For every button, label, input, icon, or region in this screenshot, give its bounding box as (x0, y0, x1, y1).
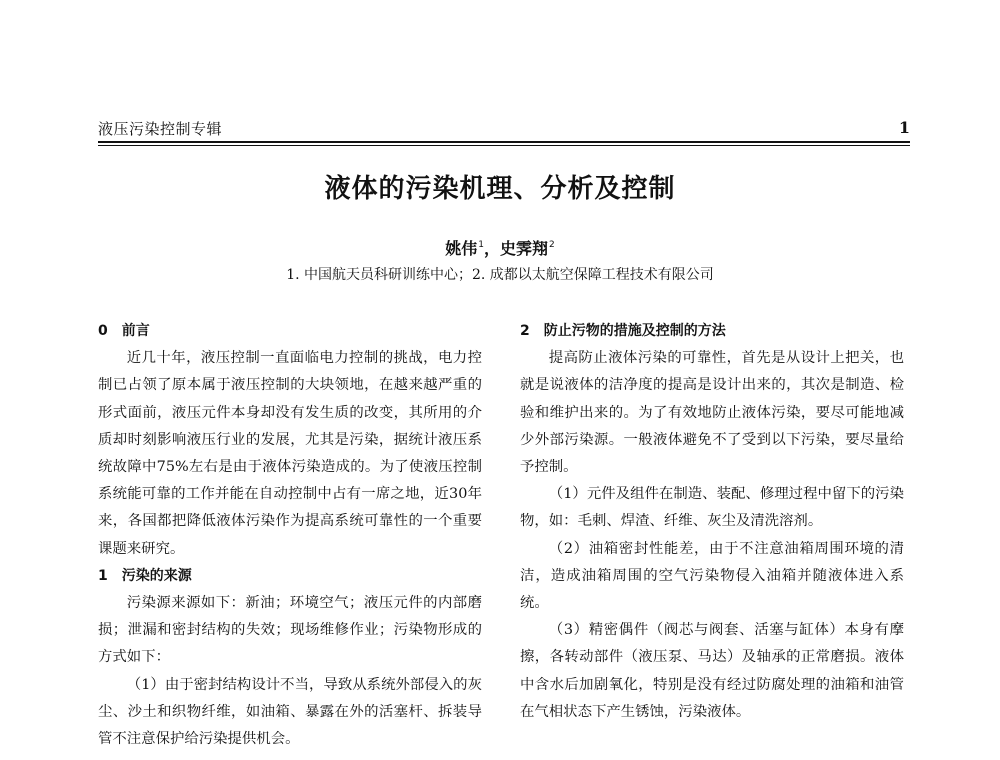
section-1-paragraph-1: 污染源来源如下：新油；环境空气；液压元件的内部磨损；泄漏和密封结构的失效；现场维修作业；污染物形成的方式如下： (98, 595, 482, 666)
section-2-paragraph-1: 提高防止液体污染的可靠性，首先是从设计上把关，也就是说液体的洁净度的提高是设计出来的，其次是制造、检验和维护出来的。为了有效地防止液体污染，要尽可能地减少外部污染源。一般液体避免不了受到以下污染，要尽量给予控制。 (520, 350, 904, 476)
author-separator: ， (483, 239, 500, 258)
author-1-affil-mark: 1 (478, 240, 484, 250)
paper-title: 液体的污染机理、分析及控制 (324, 174, 676, 204)
section-1-paragraph-2: （1）由于密封结构设计不当，导致从系统外部侵入的灰尘、沙土和织物纤维，如油箱、暴露在外的活塞杆、拆装导管不注意保护给污染提供机会。 (98, 676, 482, 748)
author-2: 史霁翔 (500, 239, 549, 258)
journal-name: 液压污染控制专辑 (98, 120, 223, 138)
section-2-paragraph-3: （2）油箱密封性能差，由于不注意油箱周围环境的清洁，造成油箱周围的空气污染物侵入油箱并随液体进入系统。 (520, 540, 904, 612)
section-0-paragraph-1: 近几十年，液压控制一直面临电力控制的挑战，电力控制已占领了原本属于液压控制的大块领地，在越来越严重的形式面前，液压元件本身却没有发生质的改变，其所用的介质却时刻影响液压行业的发展，尤其是污染，据统计液压系统故障中75%左右是由于液体污染造成的。为了使液压控制系统能可靠的工作并能在自动控制中占有一席之地，近30年来，各国都把降低液体污染作为提高系统可靠性的一个重要课题来研究。 (98, 350, 482, 557)
header-rule-thick (98, 141, 910, 143)
author-line (0, 236, 1000, 259)
section-2-heading: 2 防止污物的措施及控制的方法 (520, 323, 726, 339)
section-2-paragraph-4: （3）精密偶件（阀芯与阀套、活塞与缸体）本身有摩擦，各转动部件（液压泵、马达）及轴承的正常磨损。液体中含水后加剧氧化，特别是没有经过防腐处理的油箱和油管在气相状态下产生锈蚀，污染液体。 (520, 622, 904, 720)
right-column (520, 318, 904, 726)
left-column (98, 318, 482, 753)
author-1: 姚伟 (445, 239, 478, 258)
section-1-heading: 1 污染的来源 (98, 567, 192, 584)
page-number: 1 (898, 118, 910, 137)
author-2-affil-mark: 2 (549, 240, 555, 250)
affiliations: 1. 中国航天员科研训练中心；2. 成都以太航空保障工程技术有限公司 (286, 267, 714, 283)
section-0-heading: 0 前言 (98, 323, 150, 339)
section-2-paragraph-2: （1）元件及组件在制造、装配、修理过程中留下的污染物，如：毛刺、焊渣、纤维、灰尘及清洗溶剂。 (520, 486, 904, 530)
header-rule-thin (98, 145, 910, 146)
